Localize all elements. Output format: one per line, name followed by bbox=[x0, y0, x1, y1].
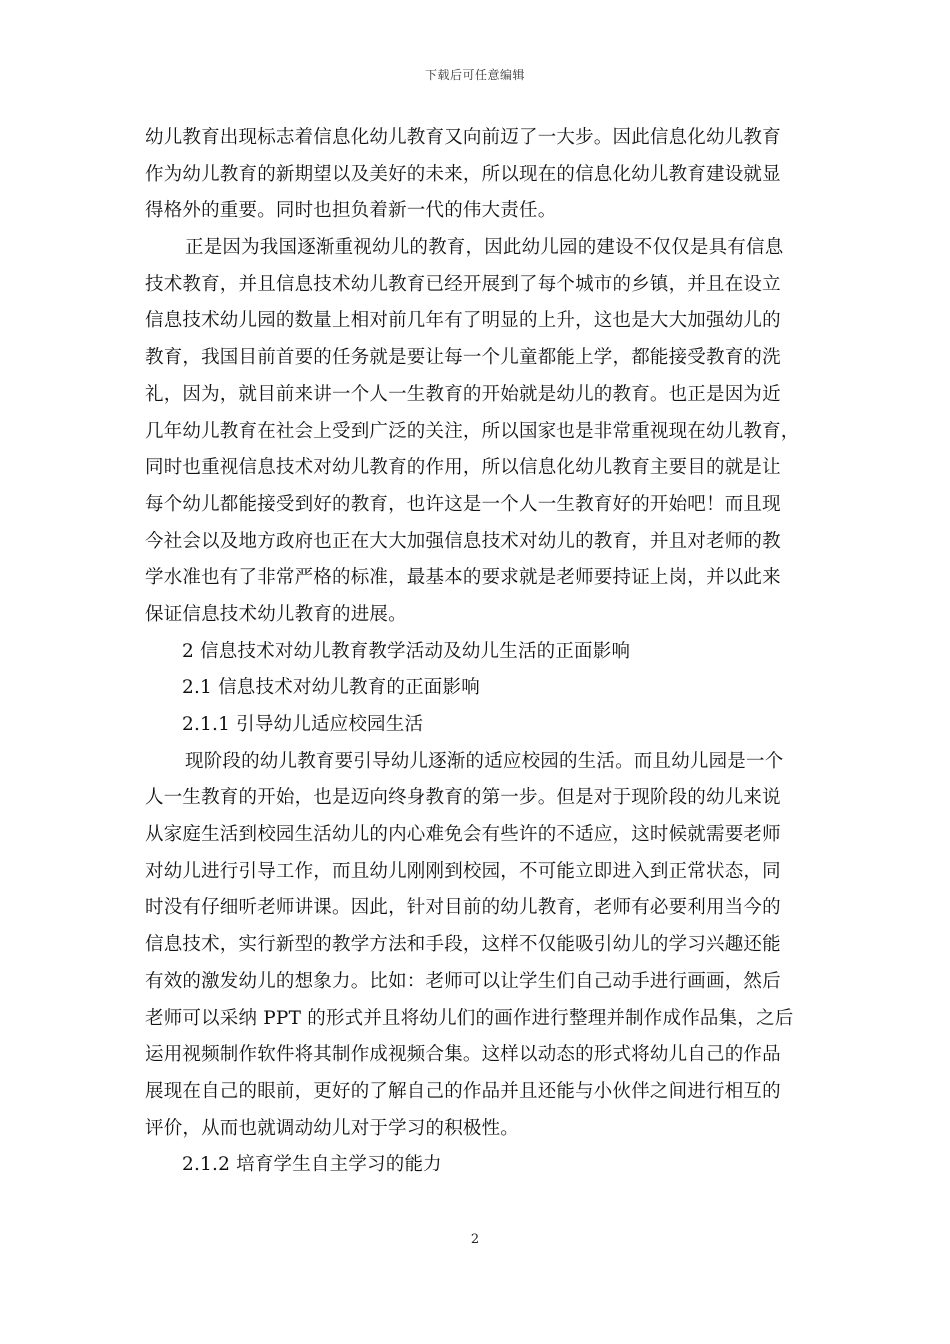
paragraph-line: 现阶段的幼儿教育要引导幼儿逐渐的适应校园的生活。而且幼儿园是一个 bbox=[185, 750, 784, 772]
paragraph-line: 教育，我国目前首要的任务就是要让每一个儿童都能上学，都能接受教育的洗 bbox=[145, 347, 781, 369]
paragraph-line: 运用视频制作软件将其制作成视频合集。这样以动态的形式将幼儿自己的作品 bbox=[145, 1044, 781, 1066]
paragraph-line: 作为幼儿教育的新期望以及美好的未来，所以现在的信息化幼儿教育建设就显 bbox=[145, 163, 781, 185]
paragraph-line: 有效的激发幼儿的想象力。比如：老师可以让学生们自己动手进行画画，然后 bbox=[145, 970, 781, 992]
subsubsection-heading: 2.1.2 培育学生自主学习的能力 bbox=[182, 1154, 442, 1176]
paragraph-line: 正是因为我国逐渐重视幼儿的教育，因此幼儿园的建设不仅仅是具有信息 bbox=[185, 237, 784, 259]
paragraph-line: 礼，因为，就目前来讲一个人一生教育的开始就是幼儿的教育。也正是因为近 bbox=[145, 383, 781, 405]
paragraph-line: 人一生教育的开始，也是迈向终身教育的第一步。但是对于现阶段的幼儿来说 bbox=[145, 787, 781, 809]
paragraph-line: 得格外的重要。同时也担负着新一代的伟大责任。 bbox=[145, 200, 557, 222]
paragraph-line: 学水准也有了非常严格的标准，最基本的要求就是老师要持证上岗，并以此来 bbox=[145, 567, 781, 589]
paragraph-line: 每个幼儿都能接受到好的教育，也许这是一个人一生教育好的开始吧！而且现 bbox=[145, 493, 781, 515]
subsubsection-heading: 2.1.1 引导幼儿适应校园生活 bbox=[182, 714, 424, 735]
paragraph-line: 同时也重视信息技术对幼儿教育的作用，所以信息化幼儿教育主要目的就是让 bbox=[145, 457, 781, 479]
paragraph-line: 老师可以采纳 PPT 的形式并且将幼儿们的画作进行整理并制作成作品集，之后 bbox=[145, 1007, 794, 1029]
document-body bbox=[145, 120, 807, 1184]
paragraph-line: 几年幼儿教育在社会上受到广泛的关注，所以国家也是非常重视现在幼儿教育， bbox=[145, 420, 800, 442]
paragraph-line: 展现在自己的眼前，更好的了解自己的作品并且还能与小伙伴之间进行相互的 bbox=[145, 1080, 781, 1102]
paragraph-line: 对幼儿进行引导工作，而且幼儿刚刚到校园，不可能立即进入到正常状态，同 bbox=[145, 860, 781, 882]
paragraph-line: 技术教育，并且信息技术幼儿教育已经开展到了每个城市的乡镇，并且在设立 bbox=[145, 273, 781, 295]
page-number: 2 bbox=[470, 1232, 480, 1247]
paragraph-line: 时没有仔细听老师讲课。因此，针对目前的幼儿教育，老师有必要利用当今的 bbox=[145, 897, 781, 919]
paragraph-line: 今社会以及地方政府也正在大大加强信息技术对幼儿的教育，并且对老师的教 bbox=[145, 530, 781, 552]
subsection-heading: 2.1 信息技术对幼儿教育的正面影响 bbox=[182, 677, 480, 699]
paragraph-line: 信息技术幼儿园的数量上相对前几年有了明显的上升，这也是大大加强幼儿的 bbox=[145, 310, 781, 332]
paragraph-line: 幼儿教育出现标志着信息化幼儿教育又向前迈了一大步。因此信息化幼儿教育 bbox=[145, 127, 781, 148]
section-heading: 2 信息技术对幼儿教育教学活动及幼儿生活的正面影响 bbox=[182, 640, 631, 662]
paragraph-line: 信息技术，实行新型的教学方法和手段，这样不仅能吸引幼儿的学习兴趣还能 bbox=[145, 934, 781, 956]
paragraph-line: 评价，从而也就调动幼儿对于学习的积极性。 bbox=[145, 1117, 520, 1139]
page-header: 下载后可任意编辑 bbox=[424, 68, 525, 82]
paragraph-line: 保证信息技术幼儿教育的进展。 bbox=[145, 603, 407, 625]
paragraph-line: 从家庭生活到校园生活幼儿的内心难免会有些许的不适应，这时候就需要老师 bbox=[145, 824, 781, 846]
